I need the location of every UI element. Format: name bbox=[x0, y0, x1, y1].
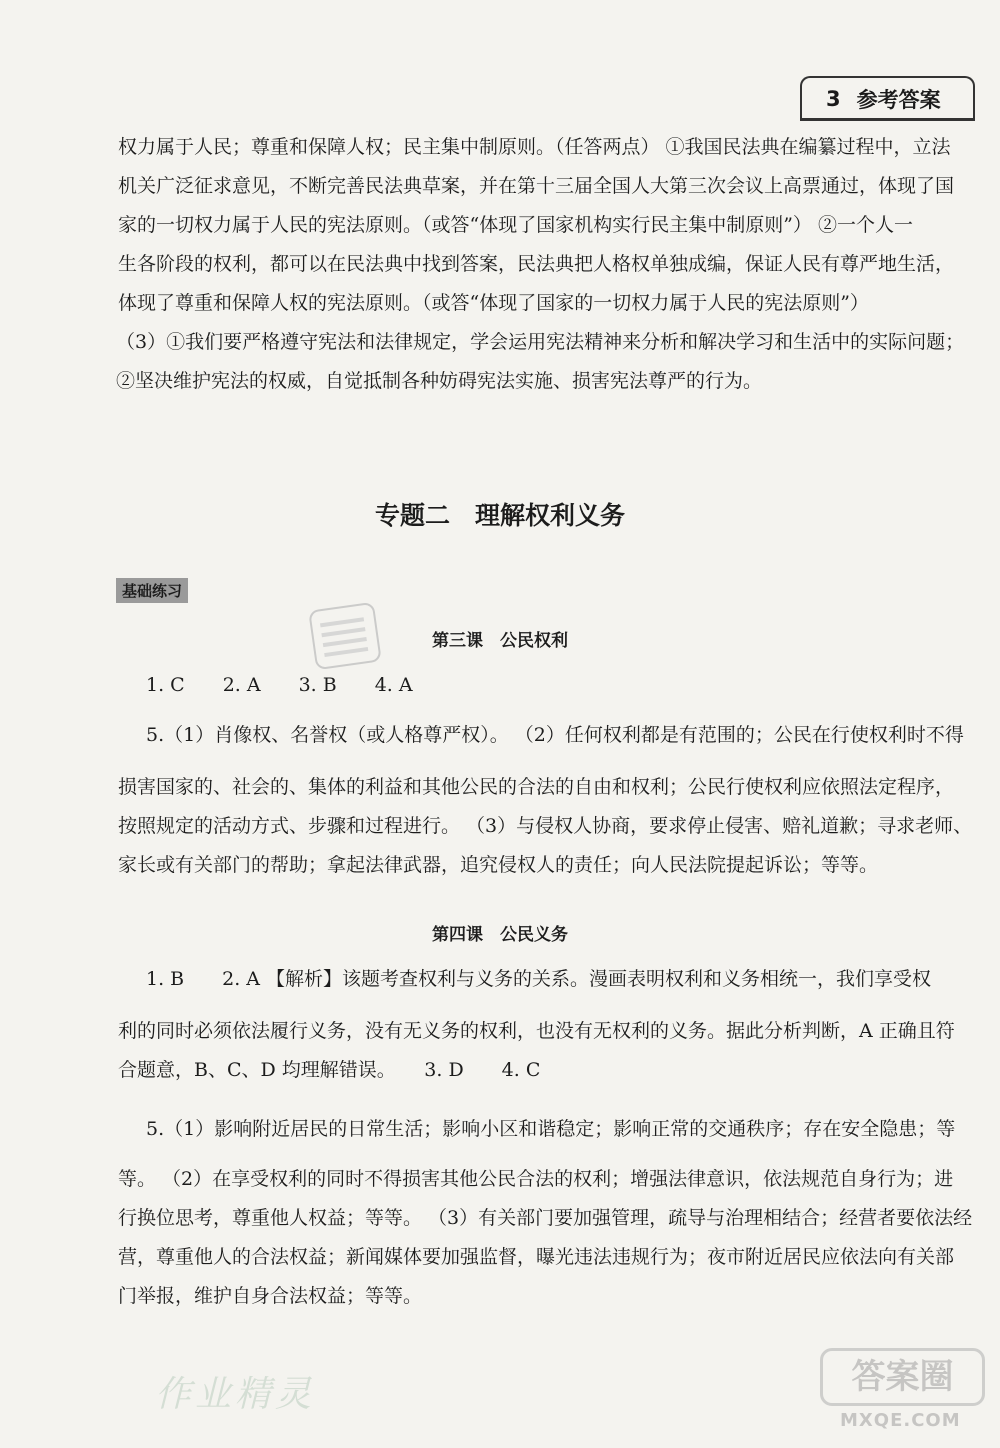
text-line: 体现了尊重和保障人权的宪法原则。（或答“体现了国家的一切权力属于人民的宪法原则”） bbox=[118, 292, 869, 314]
text-line: 按照规定的活动方式、步骤和过程进行。 （3）与侵权人协商，要求停止侵害、赔礼道歉；寻求老师、 bbox=[118, 815, 973, 837]
lesson3-answers bbox=[146, 666, 936, 705]
lesson4-q5-cont bbox=[118, 1160, 973, 1316]
text-line: 行换位思考，尊重他人权益；等等。 （3）有关部门要加强管理，疏导与治理相结合；经营者要依法经 bbox=[118, 1207, 973, 1229]
lesson4-q1-4 bbox=[146, 960, 936, 999]
text-line: 5.（1）影响附近居民的日常生活；影响小区和谐稳定；影响正常的交通秩序；存在安全隐患；等 bbox=[146, 1118, 956, 1140]
text-line: 门举报，维护自身合法权益；等等。 bbox=[118, 1285, 423, 1307]
text-line: 等。 （2）在享受权利的同时不得损害其他公民合法的权利；增强法律意识，依法规范自身行为；进 bbox=[118, 1168, 954, 1190]
text-line: 利的同时必须依法履行义务，没有无义务的权利，也没有无权利的义务。据此分析判断，A 正确且符 bbox=[118, 1020, 955, 1042]
text-line: 机关广泛征求意见，不断完善民法典草案，并在第十三届全国人大第三次会议上高票通过，体现了国 bbox=[118, 175, 955, 197]
lesson4-q1-4-cont bbox=[118, 1012, 955, 1090]
text-line: （3）①我们要严格遵守宪法和法律规定，学会运用宪法精神来分析和解决学习和生活中的实际问题； bbox=[116, 331, 965, 353]
mc-answers: 1. C 2. A 3. B 4. A bbox=[146, 674, 413, 696]
page-number: 3 bbox=[826, 87, 841, 111]
text-line: 家的一切权力属于人民的宪法原则。（或答“体现了国家机构实行民主集中制原则”） ②一个人一 bbox=[118, 214, 913, 236]
lesson3-title: 第三课 公民权利 bbox=[432, 631, 568, 651]
lesson4-q5 bbox=[146, 1110, 956, 1149]
section-badge: 基础练习 bbox=[116, 578, 188, 603]
lesson3-q5-cont bbox=[118, 768, 973, 885]
text-line: 损害国家的、社会的、集体的利益和其他公民的合法的自由和权利；公民行使权利应依照法定程序， bbox=[118, 776, 955, 798]
section-title: 专题二 理解权利义务 bbox=[374, 501, 625, 530]
text-line: 家长或有关部门的帮助；拿起法律武器，追究侵权人的责任；向人民法院提起诉讼；等等。 bbox=[118, 854, 879, 876]
watermark-logo-right bbox=[820, 1348, 990, 1443]
lesson3-q5 bbox=[146, 716, 964, 755]
page-header bbox=[800, 76, 975, 120]
answer-block-top bbox=[116, 128, 965, 401]
text-line: ②坚决维护宪法的权威，自觉抵制各种妨碍宪法实施、损害宪法尊严的行为。 bbox=[116, 370, 763, 392]
lesson4-title: 第四课 公民义务 bbox=[432, 925, 568, 945]
watermark-url: MXQE.COM bbox=[840, 1410, 961, 1431]
header-title: 参考答案 bbox=[856, 88, 941, 112]
text-line: 营，尊重他人的合法权益；新闻媒体要加强监督，曝光违法违规行为；夜市附近居民应依法向有关部 bbox=[118, 1246, 955, 1268]
text-line: 合题意，B、C、D 均理解错误。 3. D 4. C bbox=[118, 1059, 541, 1081]
text-line: 生各阶段的权利，都可以在民法典中找到答案，民法典把人格权单独成编，保证人民有尊严地生活， bbox=[118, 253, 955, 275]
text-line: 权力属于人民；尊重和保障人权；民主集中制原则。（任答两点） ①我国民法典在编纂过程中，立法 bbox=[118, 136, 951, 158]
text-line: 1. B 2. A 【解析】该题考查权利与义务的关系。漫画表明权利和义务相统一，我们享受权 bbox=[146, 968, 932, 990]
text-line: 5.（1）肖像权、名誉权（或人格尊严权）。 （2）任何权利都是有范围的；公民在行使权利时不得 bbox=[146, 724, 964, 746]
header-underline bbox=[800, 118, 975, 121]
watermark-box: 答案圈 bbox=[820, 1348, 985, 1406]
watermark-logo-left: 作业精灵 bbox=[155, 1374, 316, 1415]
